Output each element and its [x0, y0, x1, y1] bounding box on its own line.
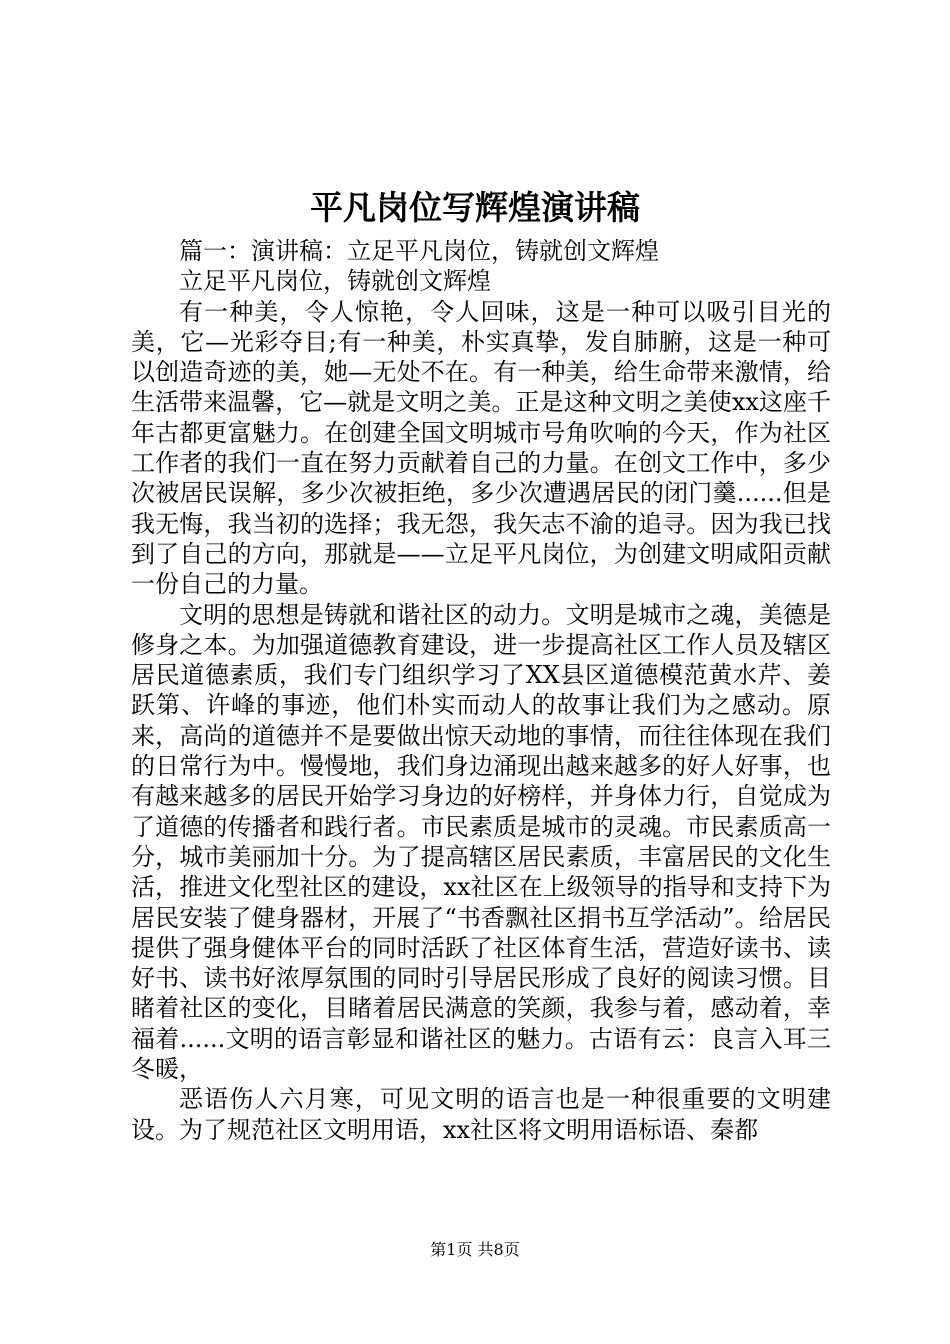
document-title: 平凡岗位写辉煌演讲稿	[310, 188, 640, 227]
paragraph-5: 恶语伤人六月寒，可见文明的语言也是一种很重要的文明建设。为了规范社区文明用语，xx社区将文明用语标语、秦都	[131, 1085, 831, 1144]
paragraph-3: 有一种美，令人惊艳，令人回味，这是一种可以吸引目光的美，它—光彩夺目;有一种美，朴实真挚，发自肺腑，这是一种可以创造奇迹的美，她—无处不在。有一种美，给生命带来激情，给生活带来温馨，它—就是文明之美。正是这种文明之美使xx这座千年古都更富魅力。在创建全国文明城市号角吹响的今天，作为社区工作者的我们一直在努力贡献着自己的力量。在创文工作中，多少次被居民误解，多少次被拒绝，多少次遭遇居民的闭门羹......但是我无悔，我当初的选择；我无怨，我矢志不渝的追寻。因为我已找到了自己的方向，那就是——立足平凡岗位，为创建文明咸阳贡献一份自己的力量。	[131, 297, 831, 599]
paragraph-1: 篇一：演讲稿：立足平凡岗位，铸就创文辉煌	[179, 237, 659, 265]
page-footer: 第1页 共8页	[430, 1240, 520, 1259]
paragraph-4: 文明的思想是铸就和谐社区的动力。文明是城市之魂，美德是修身之本。为加强道德教育建设，进一步提高社区工作人员及辖区居民道德素质，我们专门组织学习了XX县区道德模范黄水芹、姜跃第、许峰的事迹，他们朴实而动人的故事让我们为之感动。原来，高尚的道德并不是要做出惊天动地的事情，而往往体现在我们的日常行为中。慢慢地，我们身边涌现出越来越多的好人好事，也有越来越多的居民开始学习身边的好榜样，并身体力行，自觉成为了道德的传播者和践行者。市民素质是城市的灵魂。市民素质高一分，城市美丽加十分。为了提高辖区居民素质，丰富居民的文化生活，推进文化型社区的建设，xx社区在上级领导的指导和支持下为居民安装了健身器材，开展了“书香飘社区捐书互学活动”。给居民提供了强身健体平台的同时活跃了社区体育生活，营造好读书、读好书、读书好浓厚氛围的同时引导居民形成了良好的阅读习惯。目睹着社区的变化，目睹着居民满意的笑颜，我参与着，感动着，幸福着......文明的语言彰显和谐社区的魅力。古语有云：良言入耳三冬暖，	[131, 600, 831, 1084]
document-body	[131, 236, 831, 1145]
paragraph-2: 立足平凡岗位，铸就创文辉煌	[179, 267, 491, 296]
